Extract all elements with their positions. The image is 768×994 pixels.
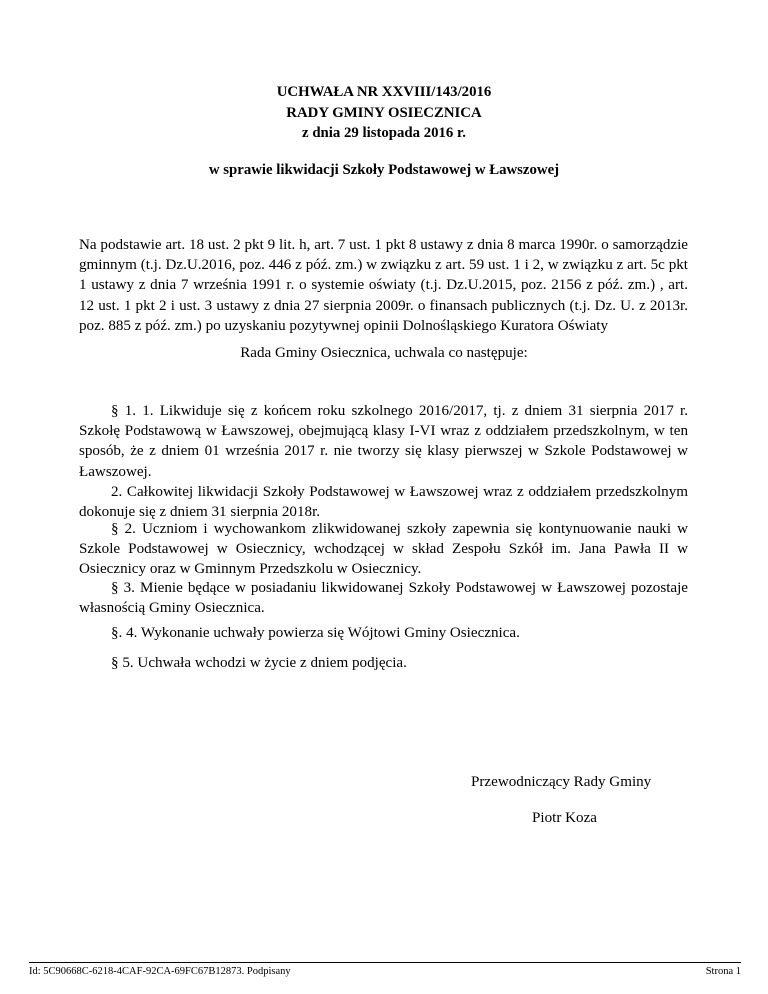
resolution-date: z dnia 29 listopada 2016 r. — [302, 125, 466, 141]
section-5-text: § 5. Uchwała wchodzi w życie z dniem podjęcia. — [111, 655, 407, 671]
signatory-name: Piotr Koza — [532, 810, 597, 826]
section-2-text: § 2. Uczniom i wychowankom zlikwidowanej szkoły zapewnia się kontynuowanie nauki w Szkole Podstawowej w Osiecznicy, wchodzącej w skład Zespołu Szkół im. Jana Pawła II w Osiecznicy oraz w Gminnym Przedszkolu w Osiecznicy. — [79, 521, 688, 578]
legal-basis-text: Na podstawie art. 18 ust. 2 pkt 9 lit. h, art. 7 ust. 1 pkt 8 ustawy z dnia 8 marca 1990r. o samorządzie gminnym (t.j. Dz.U.2016, poz. 446 z póź. zm.) w związku z art. 59 ust. 1 i 2, w związku z art. 5c pkt 1 ustawy z dnia 7 września 1991 r. o systemie oświaty (t.j. Dz.U.2015, poz. 2156 z póź. zm.) , art. 12 ust. 1 pkt 2 i ust. 3 ustawy z dnia 27 sierpnia 2009r. o finansach publicznych (t.j. Dz. U. z 2013r. poz. 885 z póź. zm.) po uzyskaniu pozytywnej opinii Dolnośląskiego Kuratora Oświaty — [79, 237, 688, 334]
footer-divider — [29, 962, 741, 963]
section-3 — [79, 578, 688, 618]
resolution-subject: w sprawie likwidacji Szkoły Podstawowej w Ławszowej — [208, 162, 560, 178]
legal-basis-paragraph — [79, 235, 688, 336]
section-1-point-1: § 1. 1. Likwiduje się z końcem roku szkolnego 2016/2017, tj. z dniem 31 sierpnia 2017 r. Szkołę Podstawową w Ławszowej, obejmującą klasy I-VI wraz z oddziałem przedszkolnym, w ten sposób, że z dniem 01 września 2017 r. nie tworzy się klasy pierwszej w Szkole Podstawowej w Ławszowej. — [79, 403, 688, 480]
council-resolves-line: Rada Gminy Osiecznica, uchwala co następuje: — [240, 345, 528, 361]
section-2 — [79, 519, 688, 580]
section-3-text: § 3. Mienie będące w posiadaniu likwidowanej Szkoły Podstawowej w Ławszowej pozostaje własnością Gminy Osiecznica. — [79, 580, 688, 617]
section-1 — [79, 401, 688, 522]
resolution-header — [0, 82, 768, 144]
signatory-title: Przewodniczący Rady Gminy — [471, 774, 652, 790]
section-5 — [79, 653, 688, 673]
council-name: RADY GMINY OSIECZNICA — [286, 104, 482, 121]
section-1-point-2: 2. Całkowitej likwidacji Szkoły Podstawowej w Ławszowej wraz z oddziałem przedszkolnym dokonuje się z dniem 31 sierpnia 2018r. — [79, 483, 688, 521]
section-4 — [79, 623, 688, 643]
section-4-text: §. 4. Wykonanie uchwały powierza się Wójtowi Gminy Osiecznica. — [111, 625, 520, 641]
resolution-number: UCHWAŁA NR XXVIII/143/2016 — [276, 84, 492, 100]
document-id-footer: Id: 5C90668C-6218-4CAF-92CA-69FC67B12873. Podpisany — [29, 966, 291, 977]
page-number: Strona 1 — [705, 966, 741, 977]
